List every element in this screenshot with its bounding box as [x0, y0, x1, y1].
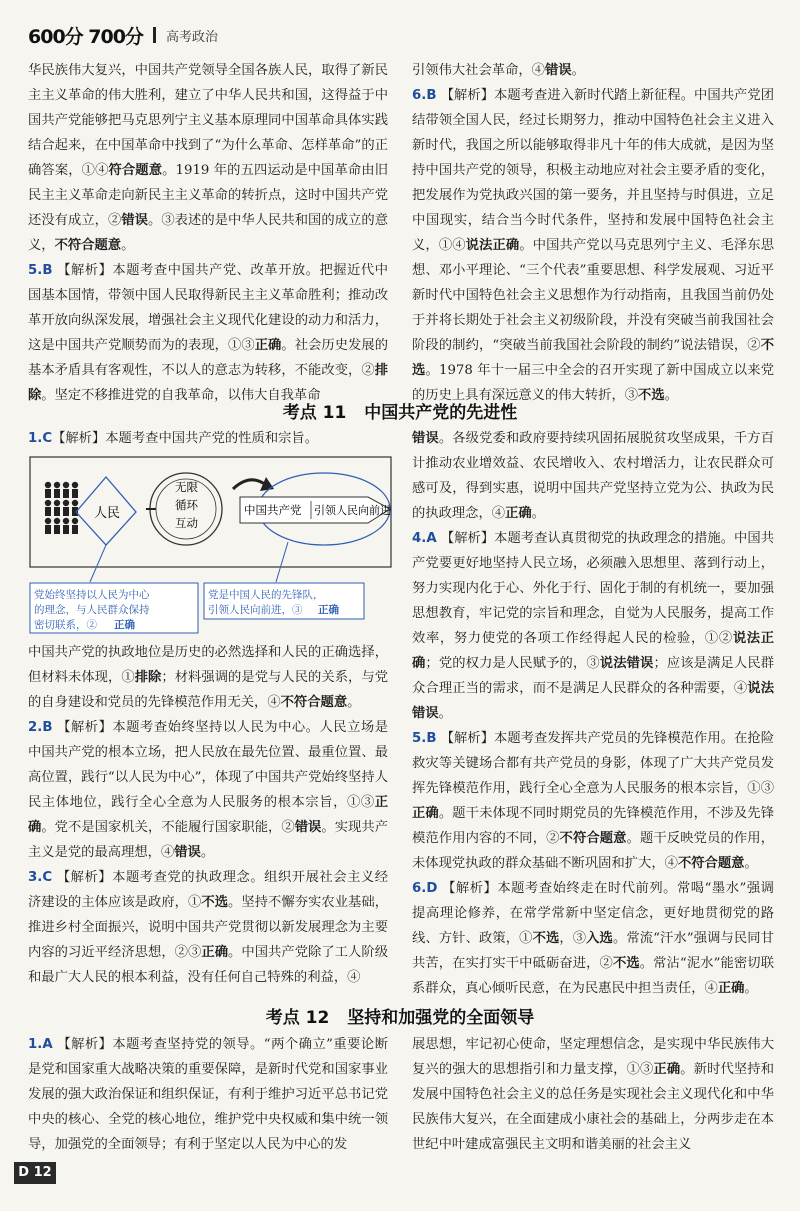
curved-arrow: [233, 480, 266, 489]
page-header: [28, 22, 218, 48]
svg-text:正确: 正确: [114, 619, 135, 631]
section-12-right: [412, 1032, 774, 1157]
right-column-top: [412, 58, 774, 408]
answer-6: 6.B 【解析】本题考查进入新时代踏上新征程。中国共产党团结带领全国人民，经过长期努力，推动中国特色社会主义进入新时代，我国之所以能够取得非凡十年的伟大成就，是因为坚持中国共产党的领导，积极主动地应对社会主要矛盾的变化，把发展作为党执政兴国的第一要务，并且坚持与时俱进，立足中国现实，结合当今时代条件，坚持和发展中国特色社会主义，①④说法正确。中国共产党以马克思列宁主义、毛泽东思想、邓小平理论、“三个代表”重要思想、科学发展观、习近平新时代中国特色社会主义思想作为行动指南，且我国当前仍处于并将长期处于社会主义初级阶段，并没有突破当前我国社会阶段的制约，“突破当前我国社会阶段的制约”说法错误，②不选。1978 年十一届三中全会的召开实现了新中国成立以来党的历史上具有深远意义的伟大转折，③不选。: [412, 88, 775, 403]
answer-12-1-continued: 展思想，牢记初心使命，坚定理想信念，是实现中华民族伟大复兴的强大的思想指引和力量支撑，①③正确。新时代坚持和发展中国特色社会主义的总任务是实现社会主义现代化和中华民族伟大复兴，在全面建成小康社会的基础上，分两步走在本世纪中叶建成富强民主文明和谐美丽的社会主义: [412, 1037, 775, 1152]
left-column-top: [28, 58, 388, 408]
answer-3: 3.C 【解析】本题考查党的执政理念。组织开展社会主义经济建设的主体应该是政府，①不选。坚持不懈夯实农业基础，推进乡村全面振兴，说明中国共产党贯彻以新发展理念为主要内容的习近平经济思想，②③正确。中国共产党除了工人阶级和最广大人民的根本利益，没有任何自己特殊的利益，④: [28, 870, 389, 985]
page-number-badge: D 12: [14, 1162, 56, 1184]
answer-1: 1.C【解析】本题考查中国共产党的性质和宗旨。: [28, 431, 319, 446]
svg-text:互动: 互动: [175, 516, 198, 530]
answer-12-1: 1.A 【解析】本题考查坚持党的领导。“两个确立”重要论断是党和国家重大战略决策的重要保障，是新时代党和国家事业发展的强大政治保证和组织保证，有利于维护习近平总书记党中央的核心、全党的核心地位，维护党中央权威和集中统一领导，加强党的全面领导；有利于坚定以人民为中心的发: [28, 1037, 388, 1152]
answer-4: 4.A 【解析】本题考查认真贯彻党的执政理念的措施。中国共产党要更好地坚持人民立场，必须融入思想里、落到行动上，努力实现内化于心、外化于行、固化于制的有机统一，要加强思想教育，牢记党的宗旨和理念，自觉为人民服务，提高工作效率，努力使党的各项工作经得起人民的检验，①②说法正确；党的权力是人民赋予的，③说法错误；应该是满足人民群众合理正当的需求，而不是满足人民群众的各种需要，④说法错误。: [412, 531, 775, 721]
answer-2: 2.B 【解析】本题考查始终坚持以人民为中心。人民立场是中国共产党的根本立场，把人民放在最先位置、最重位置、最高位置，践行“以人民为中心”，体现了中国共产党始终坚持人民主体地位，践行全心全意为人民服务的根本宗旨，①③正确。党不是国家机关，不能履行国家职能，②错误。实现共产主义是党的最高理想，④错误。: [28, 720, 389, 860]
svg-text:正确: 正确: [318, 604, 339, 616]
svg-text:引领人民向前进: 引领人民向前进: [314, 504, 391, 517]
left-column-mid: [28, 640, 388, 990]
answer-3-continued: 错误。各级党委和政府要持续巩固拓展脱贫攻坚成果，千方百计推动农业增效益、农民增收入、农村增活力，让农民群众可感可及，得到实惠，说明中国共产党坚持立党为公、执政为民的执政理念，④正确。: [412, 431, 775, 521]
svg-text:党是中国人民的先锋队，: 党是中国人民的先锋队，: [208, 589, 324, 601]
svg-text:的理念，与人民群众保持: 的理念，与人民群众保持: [34, 604, 150, 616]
svg-text:无限: 无限: [175, 480, 198, 494]
answer-6-right: 6.D 【解析】本题考查始终走在时代前列。常喝“墨水”强调提高理论修养，在常学常新中坚定信念，更好地贯彻党的路线、方针、政策，①不选，③入选。常流“汗水”强调与民同甘共苦，在实打实干中砥砺奋进，②不选。常沾“泥水”能密切联系群众，真心倾听民意，在为民惠民中担当责任，④正确。: [412, 881, 775, 996]
paragraph-continued: 华民族伟大复兴，中国共产党领导全国各族人民，取得了新民主主义革命的伟大胜利，建立了中华人民共和国，这得益于中国共产党能够把马克思列宁主义基本原理同中国革命具体实践结合起来，在中国革命中找到了“为什么革命、怎样革命”的正确答案，①④符合题意。1919 年的五四运动是中国革命由旧民主主义革命走向新民主主义革命的转折点，这时中国共产党还没有成立，②错误。③表述的是中华人民共和国的成立的意义，不符合题意。: [28, 63, 389, 253]
section-12-left: [28, 1032, 388, 1157]
section-11-heading: 考点 11 中国共产党的先进性: [282, 403, 518, 423]
people-icon: [45, 482, 78, 534]
svg-text:党始终坚持以人民为中心: 党始终坚持以人民为中心: [34, 589, 150, 601]
right-column-mid: [412, 426, 774, 1001]
diagram-svg: [28, 447, 393, 637]
header-divider: [153, 27, 156, 43]
brand-logo: 600分 700分: [28, 25, 143, 48]
answer-5-right: 5.B 【解析】本题考查发挥共产党员的先锋模范作用。在抢险救灾等关键场合都有共产党员的身影，体现了广大共产党员发挥先锋模范作用，践行全心全意为人民服务的根本宗旨，①③正确。题干未体现不同时期党员的先锋模范作用，不涉及先锋模范作用内容的不同，②不符合题意。题干反映党员的作用，未体现党执政的群众基础不断巩固和扩大，④不符合题意。: [412, 731, 775, 871]
svg-text:中国共产党: 中国共产党: [244, 503, 302, 517]
people-label: 人民: [94, 506, 121, 521]
svg-text:引领人民向前进，③: 引领人民向前进，③: [208, 604, 303, 616]
svg-text:循环: 循环: [175, 498, 198, 512]
answer-1-continued: 中国共产党的执政地位是历史的必然选择和人民的正确选择，但材料未体现，①排除；材料强调的是党与人民的关系，与党的自身建设和党员的先锋模范作用无关，④不符合题意。: [28, 645, 389, 710]
party-people-diagram: [28, 447, 393, 637]
section-12-heading: 考点 12 坚持和加强党的全面领导: [265, 1008, 535, 1028]
paragraph-continued: 引领伟大社会革命，④错误。: [412, 63, 585, 78]
svg-text:密切联系，②: 密切联系，②: [34, 619, 97, 631]
subject-label: 高考政治: [165, 29, 218, 45]
answer-5: 5.B 【解析】本题考查中国共产党、改革开放。把握近代中国基本国情，带领中国人民取得新民主主义革命胜利；推动改革开放向纵深发展，增强社会主义现代化建设的动力和活力，这是中国共产党顺势而为的表现，①③正确。社会历史发展的基本矛盾具有客观性，不以人的意志为转移，不能改变，②排除。坚定不移推进党的自我革命，以伟大自我革命: [28, 263, 389, 403]
